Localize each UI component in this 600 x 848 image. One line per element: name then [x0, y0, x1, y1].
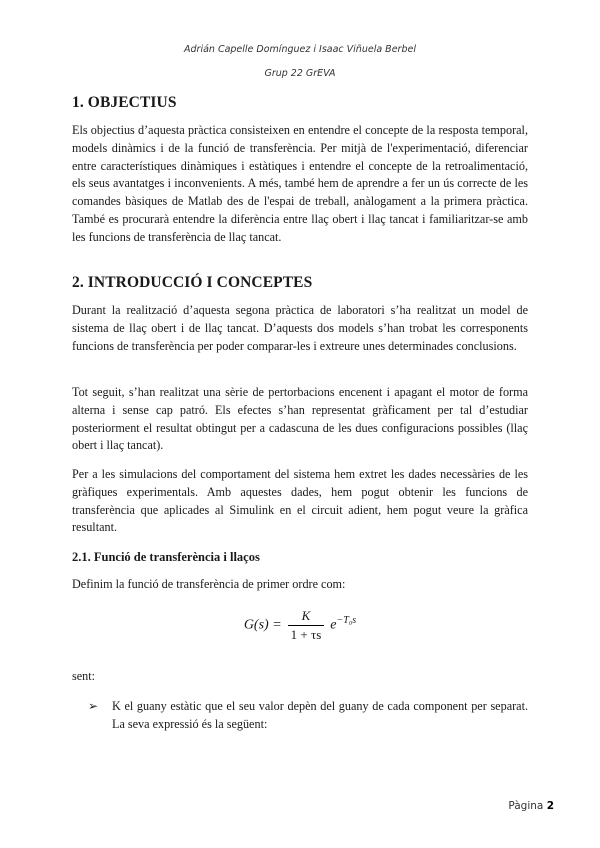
- arrow-bullet-icon: ➢: [88, 699, 99, 713]
- formula-exp-base: e: [330, 617, 337, 633]
- transfer-function-formula: [72, 608, 528, 643]
- formula-numerator: K: [288, 608, 325, 626]
- footer-label: Pàgina: [508, 800, 544, 812]
- list-item: [88, 698, 528, 734]
- section-1-paragraph: Els objectius d’aquesta pràctica consisteixen en entendre el concepte de la resposta temporal, models dinàmics i de la funció de transferència. Per mitjà de l'experimentació, diferenciar entre característiques dinàmiques i estàtiques i entendre el concepte de la retroalimentació, els seus avantatges i inconvenients. A més, també hem de aprendre a fer un ús correcte de les comandes bàsiques de Matlab des de l'espai de treball, anàlogament a la primera pràctica. També es procurarà entendre la diferència entre llaç obert i llaç tancat i familiaritzar-se amb les funcions de transferència de llaç tancat.: [72, 123, 528, 244]
- header-group: Grup 22 GrEVA: [264, 68, 336, 79]
- formula-intro: Definim la funció de transferència de primer ordre com:: [72, 577, 346, 591]
- sent-label: sent:: [72, 669, 96, 683]
- section-2-1-heading: 2.1. Funció de transferència i llaços: [72, 550, 260, 564]
- section-2-paragraph-3: Per a les simulacions del comportament del sistema hem extret les dades necessàries de les gràfiques experimentals. Amb aquestes dades, hem pogut obtenir les funcions de transferència que aplicades al Simulink en el circuit adient, hem pogut veure la gràfica resultant.: [72, 467, 528, 535]
- section-1-heading: 1. OBJECTIUS: [72, 94, 177, 111]
- formula-exponent: −T₀s: [336, 614, 357, 626]
- section-2-paragraph-1: Durant la realització d’aquesta segona pràctica de laboratori s’ha realitzat un model de sistema de llaç obert i de llaç tancat. D’aquests dos models s’han trobat les corresponents funcions de transferència per poder comparar-les i extreure unes determinades conclusions.: [72, 303, 528, 353]
- formula-denominator: 1 + τs: [290, 627, 322, 642]
- section-2-heading: 2. INTRODUCCIÓ I CONCEPTES: [72, 274, 313, 291]
- formula-lhs: G(s) =: [243, 617, 282, 633]
- section-2-paragraph-2: Tot seguit, s’han realitzat una sèrie de pertorbacions encenent i apagant el motor de forma alterna i sense cap patró. Els efectes s’han representat gràficament per tal d’estudiar posteriorment el resultat obtingut per a cadascuna de les dues configuracions possibles (llaç obert i llaç tancat).: [72, 385, 528, 453]
- page-number: 2: [546, 800, 554, 812]
- bullet-text: K el guany estàtic que el seu valor depèn del guany de cada component per separat. La seva expressió és la següent:: [112, 699, 528, 731]
- page-footer: [508, 800, 554, 812]
- header-authors: Adrián Capelle Domínguez i Isaac Viñuela Berbel: [184, 44, 416, 55]
- formula-fraction: [288, 608, 325, 643]
